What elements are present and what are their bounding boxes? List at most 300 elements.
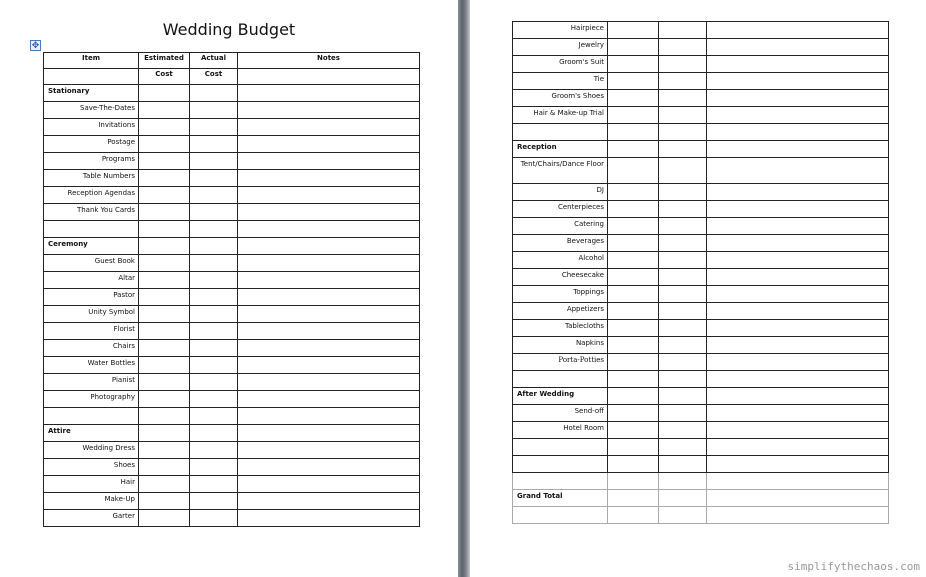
estimated-cost-cell[interactable]	[608, 490, 659, 507]
actual-cost-cell[interactable]	[190, 170, 238, 187]
estimated-cost-cell[interactable]	[139, 306, 190, 323]
notes-cell[interactable]	[238, 204, 420, 221]
actual-cost-cell[interactable]	[659, 124, 707, 141]
actual-cost-cell[interactable]	[659, 507, 707, 524]
estimated-cost-cell[interactable]	[608, 218, 659, 235]
item-cell-label: Altar	[118, 274, 135, 282]
budget-table-right	[512, 21, 889, 524]
header-item	[44, 69, 139, 85]
table-row	[44, 425, 420, 442]
actual-cost-cell[interactable]	[190, 306, 238, 323]
item-cell-label: Cheesecake	[561, 271, 604, 279]
actual-cost-cell[interactable]	[659, 456, 707, 473]
actual-cost-cell[interactable]	[659, 218, 707, 235]
table-header-row	[44, 53, 420, 69]
item-cell	[44, 357, 139, 374]
actual-cost-cell[interactable]	[190, 425, 238, 442]
header-notes-label	[238, 69, 419, 70]
notes-cell[interactable]	[707, 56, 889, 73]
item-cell-label: Thank You Cards	[76, 206, 135, 214]
item-cell-label: Catering	[574, 220, 604, 228]
table-row	[44, 357, 420, 374]
table-row	[44, 391, 420, 408]
item-cell	[513, 371, 608, 388]
table-row	[44, 102, 420, 119]
table-row	[44, 204, 420, 221]
notes-cell[interactable]	[707, 22, 889, 39]
actual-cost-cell[interactable]	[190, 493, 238, 510]
actual-cost-cell[interactable]	[190, 374, 238, 391]
estimated-cost-cell[interactable]	[608, 90, 659, 107]
item-cell	[44, 221, 139, 238]
item-cell	[44, 493, 139, 510]
item-cell	[44, 306, 139, 323]
actual-cost-cell[interactable]	[190, 289, 238, 306]
item-cell-label: Groom's Shoes	[551, 92, 604, 100]
table-row	[44, 221, 420, 238]
header-actual-cost	[190, 69, 238, 85]
actual-cost-cell[interactable]	[659, 201, 707, 218]
table-row	[513, 439, 889, 456]
item-cell	[44, 374, 139, 391]
table-row	[513, 73, 889, 90]
item-cell-label: Alcohol	[578, 254, 604, 262]
notes-cell[interactable]	[238, 187, 420, 204]
notes-cell[interactable]	[238, 170, 420, 187]
header-notes	[238, 53, 420, 69]
item-cell-label: DJ	[596, 186, 604, 194]
actual-cost-cell[interactable]	[659, 490, 707, 507]
item-cell	[44, 204, 139, 221]
table-row	[44, 510, 420, 527]
item-cell	[513, 320, 608, 337]
left-page	[0, 0, 458, 577]
table-row	[44, 136, 420, 153]
item-cell-label: Wedding Dress	[82, 444, 135, 452]
estimated-cost-cell[interactable]	[608, 456, 659, 473]
notes-cell[interactable]	[707, 158, 889, 184]
estimated-cost-cell[interactable]	[139, 476, 190, 493]
estimated-cost-cell[interactable]	[139, 153, 190, 170]
section-heading-label: Attire	[48, 427, 71, 435]
table-row	[44, 255, 420, 272]
actual-cost-cell[interactable]	[190, 408, 238, 425]
estimated-cost-cell[interactable]	[608, 141, 659, 158]
table-row	[513, 218, 889, 235]
watermark: simplifythechaos.com	[787, 560, 920, 573]
notes-cell[interactable]	[707, 354, 889, 371]
estimated-cost-cell[interactable]	[608, 405, 659, 422]
item-cell	[44, 187, 139, 204]
item-cell-label: Appetizers	[566, 305, 604, 313]
estimated-cost-cell[interactable]	[608, 422, 659, 439]
item-cell	[44, 170, 139, 187]
table-row	[513, 456, 889, 473]
section-heading-label: Grand Total	[517, 492, 563, 500]
actual-cost-cell[interactable]	[659, 56, 707, 73]
table-row	[513, 337, 889, 354]
item-cell	[44, 255, 139, 272]
item-cell-label: Jewelry	[578, 41, 604, 49]
estimated-cost-cell[interactable]	[608, 235, 659, 252]
notes-cell[interactable]	[707, 107, 889, 124]
item-cell	[513, 303, 608, 320]
item-cell	[44, 391, 139, 408]
notes-cell[interactable]	[238, 493, 420, 510]
item-cell	[513, 39, 608, 56]
item-cell-label: Make-Up	[104, 495, 135, 503]
notes-cell[interactable]	[707, 320, 889, 337]
estimated-cost-cell[interactable]	[139, 119, 190, 136]
estimated-cost-cell[interactable]	[608, 56, 659, 73]
section-heading-label: Reception	[517, 143, 557, 151]
notes-cell[interactable]	[707, 235, 889, 252]
notes-cell[interactable]	[707, 490, 889, 507]
estimated-cost-cell[interactable]	[608, 107, 659, 124]
actual-cost-cell[interactable]	[659, 90, 707, 107]
actual-cost-cell[interactable]	[190, 85, 238, 102]
actual-cost-cell[interactable]	[190, 510, 238, 527]
estimated-cost-cell[interactable]	[139, 187, 190, 204]
notes-cell[interactable]	[707, 218, 889, 235]
page-title: Wedding Budget	[162, 20, 296, 39]
actual-cost-cell[interactable]	[659, 22, 707, 39]
table-row	[513, 286, 889, 303]
estimated-cost-cell[interactable]	[608, 354, 659, 371]
notes-cell[interactable]	[707, 269, 889, 286]
item-cell-label: Tent/Chairs/Dance Floor	[520, 160, 604, 168]
header-item	[44, 53, 139, 69]
actual-cost-cell[interactable]	[659, 184, 707, 201]
table-row	[513, 388, 889, 405]
estimated-cost-cell[interactable]	[139, 357, 190, 374]
actual-cost-cell[interactable]	[659, 73, 707, 90]
move-icon[interactable]: ✥	[31, 40, 40, 50]
item-cell-label: Hairpiece	[570, 24, 604, 32]
estimated-cost-cell[interactable]	[139, 289, 190, 306]
notes-cell[interactable]	[707, 456, 889, 473]
estimated-cost-cell[interactable]	[608, 439, 659, 456]
notes-cell[interactable]	[238, 136, 420, 153]
item-cell	[513, 269, 608, 286]
item-cell	[44, 102, 139, 119]
table-row	[44, 272, 420, 289]
actual-cost-cell[interactable]	[659, 473, 707, 490]
item-cell	[44, 340, 139, 357]
item-cell	[513, 286, 608, 303]
item-cell-label: Hotel Room	[563, 424, 604, 432]
estimated-cost-cell[interactable]	[139, 272, 190, 289]
estimated-cost-cell[interactable]	[139, 255, 190, 272]
notes-cell[interactable]	[707, 337, 889, 354]
table-row	[513, 303, 889, 320]
actual-cost-cell[interactable]	[659, 320, 707, 337]
notes-cell[interactable]	[238, 306, 420, 323]
table-row	[513, 184, 889, 201]
table-row	[513, 405, 889, 422]
table-row	[513, 320, 889, 337]
item-cell-label: Tablecloths	[564, 322, 604, 330]
estimated-cost-cell[interactable]	[608, 507, 659, 524]
actual-cost-cell[interactable]	[190, 459, 238, 476]
estimated-cost-cell[interactable]	[608, 184, 659, 201]
notes-cell[interactable]	[707, 303, 889, 320]
actual-cost-cell[interactable]	[659, 286, 707, 303]
notes-cell[interactable]	[707, 184, 889, 201]
notes-cell[interactable]	[707, 439, 889, 456]
actual-cost-cell[interactable]	[190, 323, 238, 340]
estimated-cost-cell[interactable]	[139, 136, 190, 153]
item-cell-label: Napkins	[575, 339, 604, 347]
estimated-cost-cell[interactable]	[139, 408, 190, 425]
estimated-cost-cell[interactable]	[139, 374, 190, 391]
notes-cell[interactable]	[707, 422, 889, 439]
estimated-cost-cell[interactable]	[608, 269, 659, 286]
item-cell-label: Unity Symbol	[88, 308, 135, 316]
estimated-cost-cell[interactable]	[608, 252, 659, 269]
notes-cell[interactable]	[707, 201, 889, 218]
item-cell	[44, 119, 139, 136]
table-row	[44, 238, 420, 255]
estimated-cost-cell[interactable]	[608, 303, 659, 320]
header-estimated-cost-label: Estimated	[144, 54, 184, 62]
item-cell-label: Garter	[112, 512, 135, 520]
actual-cost-cell[interactable]	[190, 272, 238, 289]
actual-cost-cell[interactable]	[659, 405, 707, 422]
notes-cell[interactable]	[238, 459, 420, 476]
estimated-cost-cell[interactable]	[608, 124, 659, 141]
item-cell-label: Shoes	[113, 461, 135, 469]
table-row	[44, 289, 420, 306]
notes-cell[interactable]	[707, 388, 889, 405]
estimated-cost-cell[interactable]	[139, 238, 190, 255]
actual-cost-cell[interactable]	[190, 391, 238, 408]
notes-cell[interactable]	[238, 221, 420, 238]
table-row	[513, 235, 889, 252]
notes-cell[interactable]	[238, 391, 420, 408]
table-row	[44, 187, 420, 204]
actual-cost-cell[interactable]	[659, 269, 707, 286]
estimated-cost-cell[interactable]	[139, 442, 190, 459]
estimated-cost-cell[interactable]	[608, 388, 659, 405]
actual-cost-cell[interactable]	[659, 235, 707, 252]
estimated-cost-cell[interactable]	[139, 425, 190, 442]
actual-cost-cell[interactable]	[190, 357, 238, 374]
actual-cost-cell[interactable]	[190, 442, 238, 459]
header-notes	[238, 69, 420, 85]
actual-cost-cell[interactable]	[190, 221, 238, 238]
notes-cell[interactable]	[707, 124, 889, 141]
item-cell-label: Porta-Potties	[558, 356, 604, 364]
item-cell	[513, 473, 608, 490]
actual-cost-cell[interactable]	[190, 340, 238, 357]
section-heading-label: Ceremony	[48, 240, 88, 248]
actual-cost-cell[interactable]	[659, 422, 707, 439]
item-cell	[513, 439, 608, 456]
table-row	[44, 493, 420, 510]
item-cell	[513, 354, 608, 371]
actual-cost-cell[interactable]	[659, 39, 707, 56]
estimated-cost-cell[interactable]	[608, 320, 659, 337]
estimated-cost-cell[interactable]	[608, 337, 659, 354]
notes-cell[interactable]	[238, 357, 420, 374]
estimated-cost-cell[interactable]	[608, 73, 659, 90]
notes-cell[interactable]	[238, 255, 420, 272]
estimated-cost-cell[interactable]	[608, 473, 659, 490]
item-cell	[513, 73, 608, 90]
notes-cell[interactable]	[238, 102, 420, 119]
item-cell-label: Water Bottles	[87, 359, 135, 367]
notes-cell[interactable]	[238, 425, 420, 442]
section-heading-label: Stationary	[48, 87, 90, 95]
header-item-label: Item	[82, 54, 100, 62]
table-row	[44, 374, 420, 391]
item-cell-label: Guest Book	[94, 257, 135, 265]
estimated-cost-cell[interactable]	[139, 204, 190, 221]
section-heading	[44, 238, 139, 255]
estimated-cost-cell[interactable]	[139, 510, 190, 527]
item-cell	[513, 456, 608, 473]
actual-cost-cell[interactable]	[659, 107, 707, 124]
table-row	[513, 158, 889, 184]
table-row	[513, 141, 889, 158]
actual-cost-cell[interactable]	[190, 476, 238, 493]
item-cell	[44, 459, 139, 476]
item-cell-label: Table Numbers	[82, 172, 135, 180]
estimated-cost-cell[interactable]	[139, 170, 190, 187]
header-estimated-cost-label: Cost	[155, 70, 173, 78]
actual-cost-cell[interactable]	[190, 119, 238, 136]
item-cell-label: Invitations	[98, 121, 135, 129]
estimated-cost-cell[interactable]	[608, 22, 659, 39]
estimated-cost-cell[interactable]	[608, 201, 659, 218]
item-cell-label: Centerpieces	[557, 203, 604, 211]
estimated-cost-cell[interactable]	[139, 323, 190, 340]
table-row	[44, 306, 420, 323]
estimated-cost-cell[interactable]	[139, 221, 190, 238]
actual-cost-cell[interactable]	[190, 187, 238, 204]
item-cell-label: Florist	[113, 325, 135, 333]
notes-cell[interactable]	[707, 90, 889, 107]
notes-cell[interactable]	[707, 73, 889, 90]
item-cell-label: Pianist	[111, 376, 135, 384]
actual-cost-cell[interactable]	[659, 354, 707, 371]
estimated-cost-cell[interactable]	[139, 459, 190, 476]
notes-cell[interactable]	[238, 510, 420, 527]
item-cell-label: Hair	[120, 478, 135, 486]
notes-cell[interactable]	[707, 473, 889, 490]
notes-cell[interactable]	[238, 85, 420, 102]
actual-cost-cell[interactable]	[659, 158, 707, 184]
notes-cell[interactable]	[238, 340, 420, 357]
item-cell	[44, 510, 139, 527]
item-cell-label: Groom's Suit	[559, 58, 604, 66]
section-heading	[513, 490, 608, 507]
item-cell-label: Hair & Make-up Trial	[533, 109, 604, 117]
item-cell	[44, 289, 139, 306]
item-cell	[513, 422, 608, 439]
notes-cell[interactable]	[707, 141, 889, 158]
actual-cost-cell[interactable]	[659, 439, 707, 456]
actual-cost-cell[interactable]	[659, 388, 707, 405]
table-row	[513, 124, 889, 141]
notes-cell[interactable]	[238, 119, 420, 136]
notes-cell[interactable]	[707, 405, 889, 422]
estimated-cost-cell[interactable]	[139, 340, 190, 357]
table-row	[513, 201, 889, 218]
item-cell	[513, 337, 608, 354]
actual-cost-cell[interactable]	[190, 153, 238, 170]
notes-cell[interactable]	[238, 323, 420, 340]
table-row	[513, 39, 889, 56]
section-heading	[513, 141, 608, 158]
notes-cell[interactable]	[238, 408, 420, 425]
table-row	[44, 153, 420, 170]
item-cell-label: Send-off	[574, 407, 604, 415]
actual-cost-cell[interactable]	[659, 371, 707, 388]
estimated-cost-cell[interactable]	[608, 158, 659, 184]
actual-cost-cell[interactable]	[190, 204, 238, 221]
table-row	[513, 507, 889, 524]
section-heading	[44, 425, 139, 442]
table-row	[513, 422, 889, 439]
estimated-cost-cell[interactable]	[139, 493, 190, 510]
notes-cell[interactable]	[238, 272, 420, 289]
notes-cell[interactable]	[238, 476, 420, 493]
notes-cell[interactable]	[707, 39, 889, 56]
notes-cell[interactable]	[707, 507, 889, 524]
notes-cell[interactable]	[238, 374, 420, 391]
estimated-cost-cell[interactable]	[608, 371, 659, 388]
table-row	[44, 340, 420, 357]
item-cell-label: Photography	[90, 393, 135, 401]
notes-cell[interactable]	[238, 153, 420, 170]
actual-cost-cell[interactable]	[659, 303, 707, 320]
item-cell	[513, 252, 608, 269]
estimated-cost-cell[interactable]	[608, 39, 659, 56]
right-page	[470, 0, 926, 577]
item-cell	[44, 136, 139, 153]
estimated-cost-cell[interactable]	[608, 286, 659, 303]
item-cell	[513, 184, 608, 201]
notes-cell[interactable]	[238, 442, 420, 459]
page-divider	[458, 0, 470, 577]
actual-cost-cell[interactable]	[190, 238, 238, 255]
notes-cell[interactable]	[238, 238, 420, 255]
actual-cost-cell[interactable]	[190, 255, 238, 272]
table-row	[513, 269, 889, 286]
notes-cell[interactable]	[707, 371, 889, 388]
table-row	[513, 354, 889, 371]
notes-cell[interactable]	[707, 252, 889, 269]
item-cell	[513, 124, 608, 141]
notes-cell[interactable]	[238, 289, 420, 306]
actual-cost-cell[interactable]	[659, 141, 707, 158]
table-header-row	[44, 69, 420, 85]
notes-cell[interactable]	[707, 286, 889, 303]
estimated-cost-cell[interactable]	[139, 391, 190, 408]
actual-cost-cell[interactable]	[659, 252, 707, 269]
table-row	[44, 459, 420, 476]
estimated-cost-cell[interactable]	[139, 102, 190, 119]
actual-cost-cell[interactable]	[659, 337, 707, 354]
item-cell	[513, 22, 608, 39]
actual-cost-cell[interactable]	[190, 102, 238, 119]
actual-cost-cell[interactable]	[190, 136, 238, 153]
estimated-cost-cell[interactable]	[139, 85, 190, 102]
table-row	[513, 490, 889, 507]
header-estimated-cost	[139, 53, 190, 69]
